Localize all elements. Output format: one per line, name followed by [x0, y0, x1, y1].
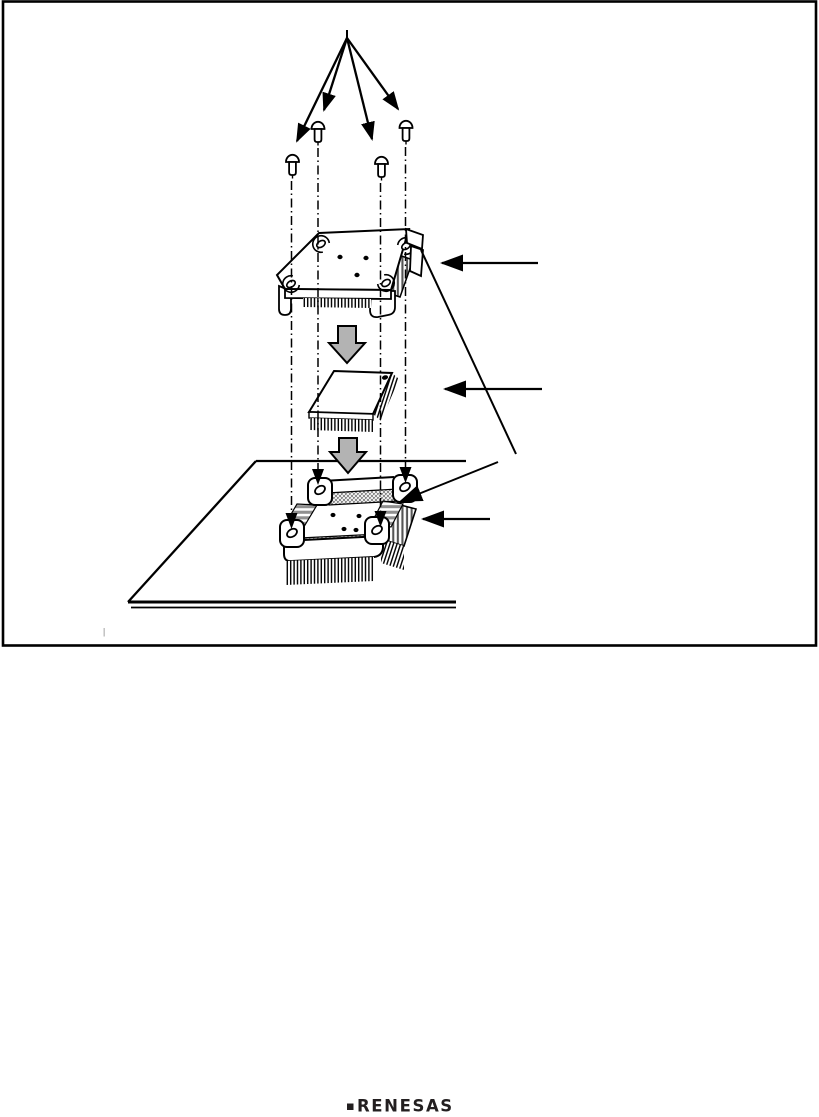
figure-frame [3, 2, 816, 646]
screw-3 [375, 157, 388, 181]
stray-tick [104, 628, 105, 637]
screw-4 [400, 121, 413, 145]
logo-square [347, 1104, 354, 1111]
socket-base [280, 475, 417, 585]
fastening-screws [286, 30, 413, 181]
callout-arrows [401, 250, 542, 519]
socket-cover [277, 229, 423, 317]
screw-1 [286, 155, 299, 179]
logo-wordmark: RENESAS [357, 1096, 454, 1116]
down-block-arrow-1 [329, 326, 365, 363]
screw-2 [312, 122, 325, 146]
latch-leader-line [421, 250, 516, 454]
ic-package [309, 371, 399, 432]
renesas-logo [347, 1097, 454, 1116]
down-block-arrow-2 [330, 438, 366, 473]
